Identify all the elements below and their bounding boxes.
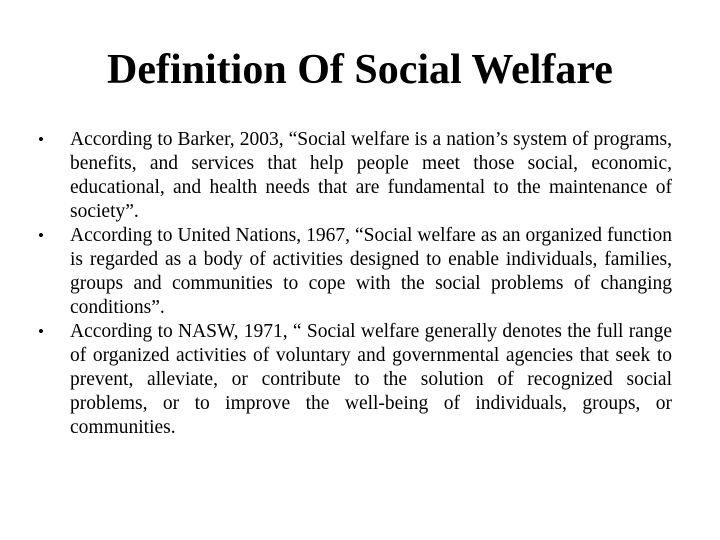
bullet-icon: • [38, 130, 44, 149]
bullet-item-barker [38, 128, 672, 224]
bullet-icon: • [38, 226, 44, 245]
bullet-item-nasw [38, 320, 672, 440]
bullet-text-barker: According to Barker, 2003, “Social welfare is a nation’s system of programs, benefits, and services that help people meet those social, economic, educational, and health needs that are fundamental to the maintenance of society”. [70, 129, 672, 222]
bullet-text-united-nations: According to United Nations, 1967, “Social welfare as an organized function is regarded as a body of activities designed to enable individuals, families, groups and communities to cope with the social problems of changing conditions”. [70, 225, 672, 318]
bullet-item-united-nations [38, 224, 672, 320]
bullet-icon: • [38, 322, 44, 341]
bullet-list [38, 128, 672, 440]
bullet-text-nasw: According to NASW, 1971, “ Social welfare generally denotes the full range of organized activities of voluntary and governmental agencies that seek to prevent, alleviate, or contribute to the solution of recognized social problems, or to improve the well-being of individuals, groups, or communities. [70, 321, 672, 438]
slide-title: Definition Of Social Welfare [107, 47, 613, 93]
